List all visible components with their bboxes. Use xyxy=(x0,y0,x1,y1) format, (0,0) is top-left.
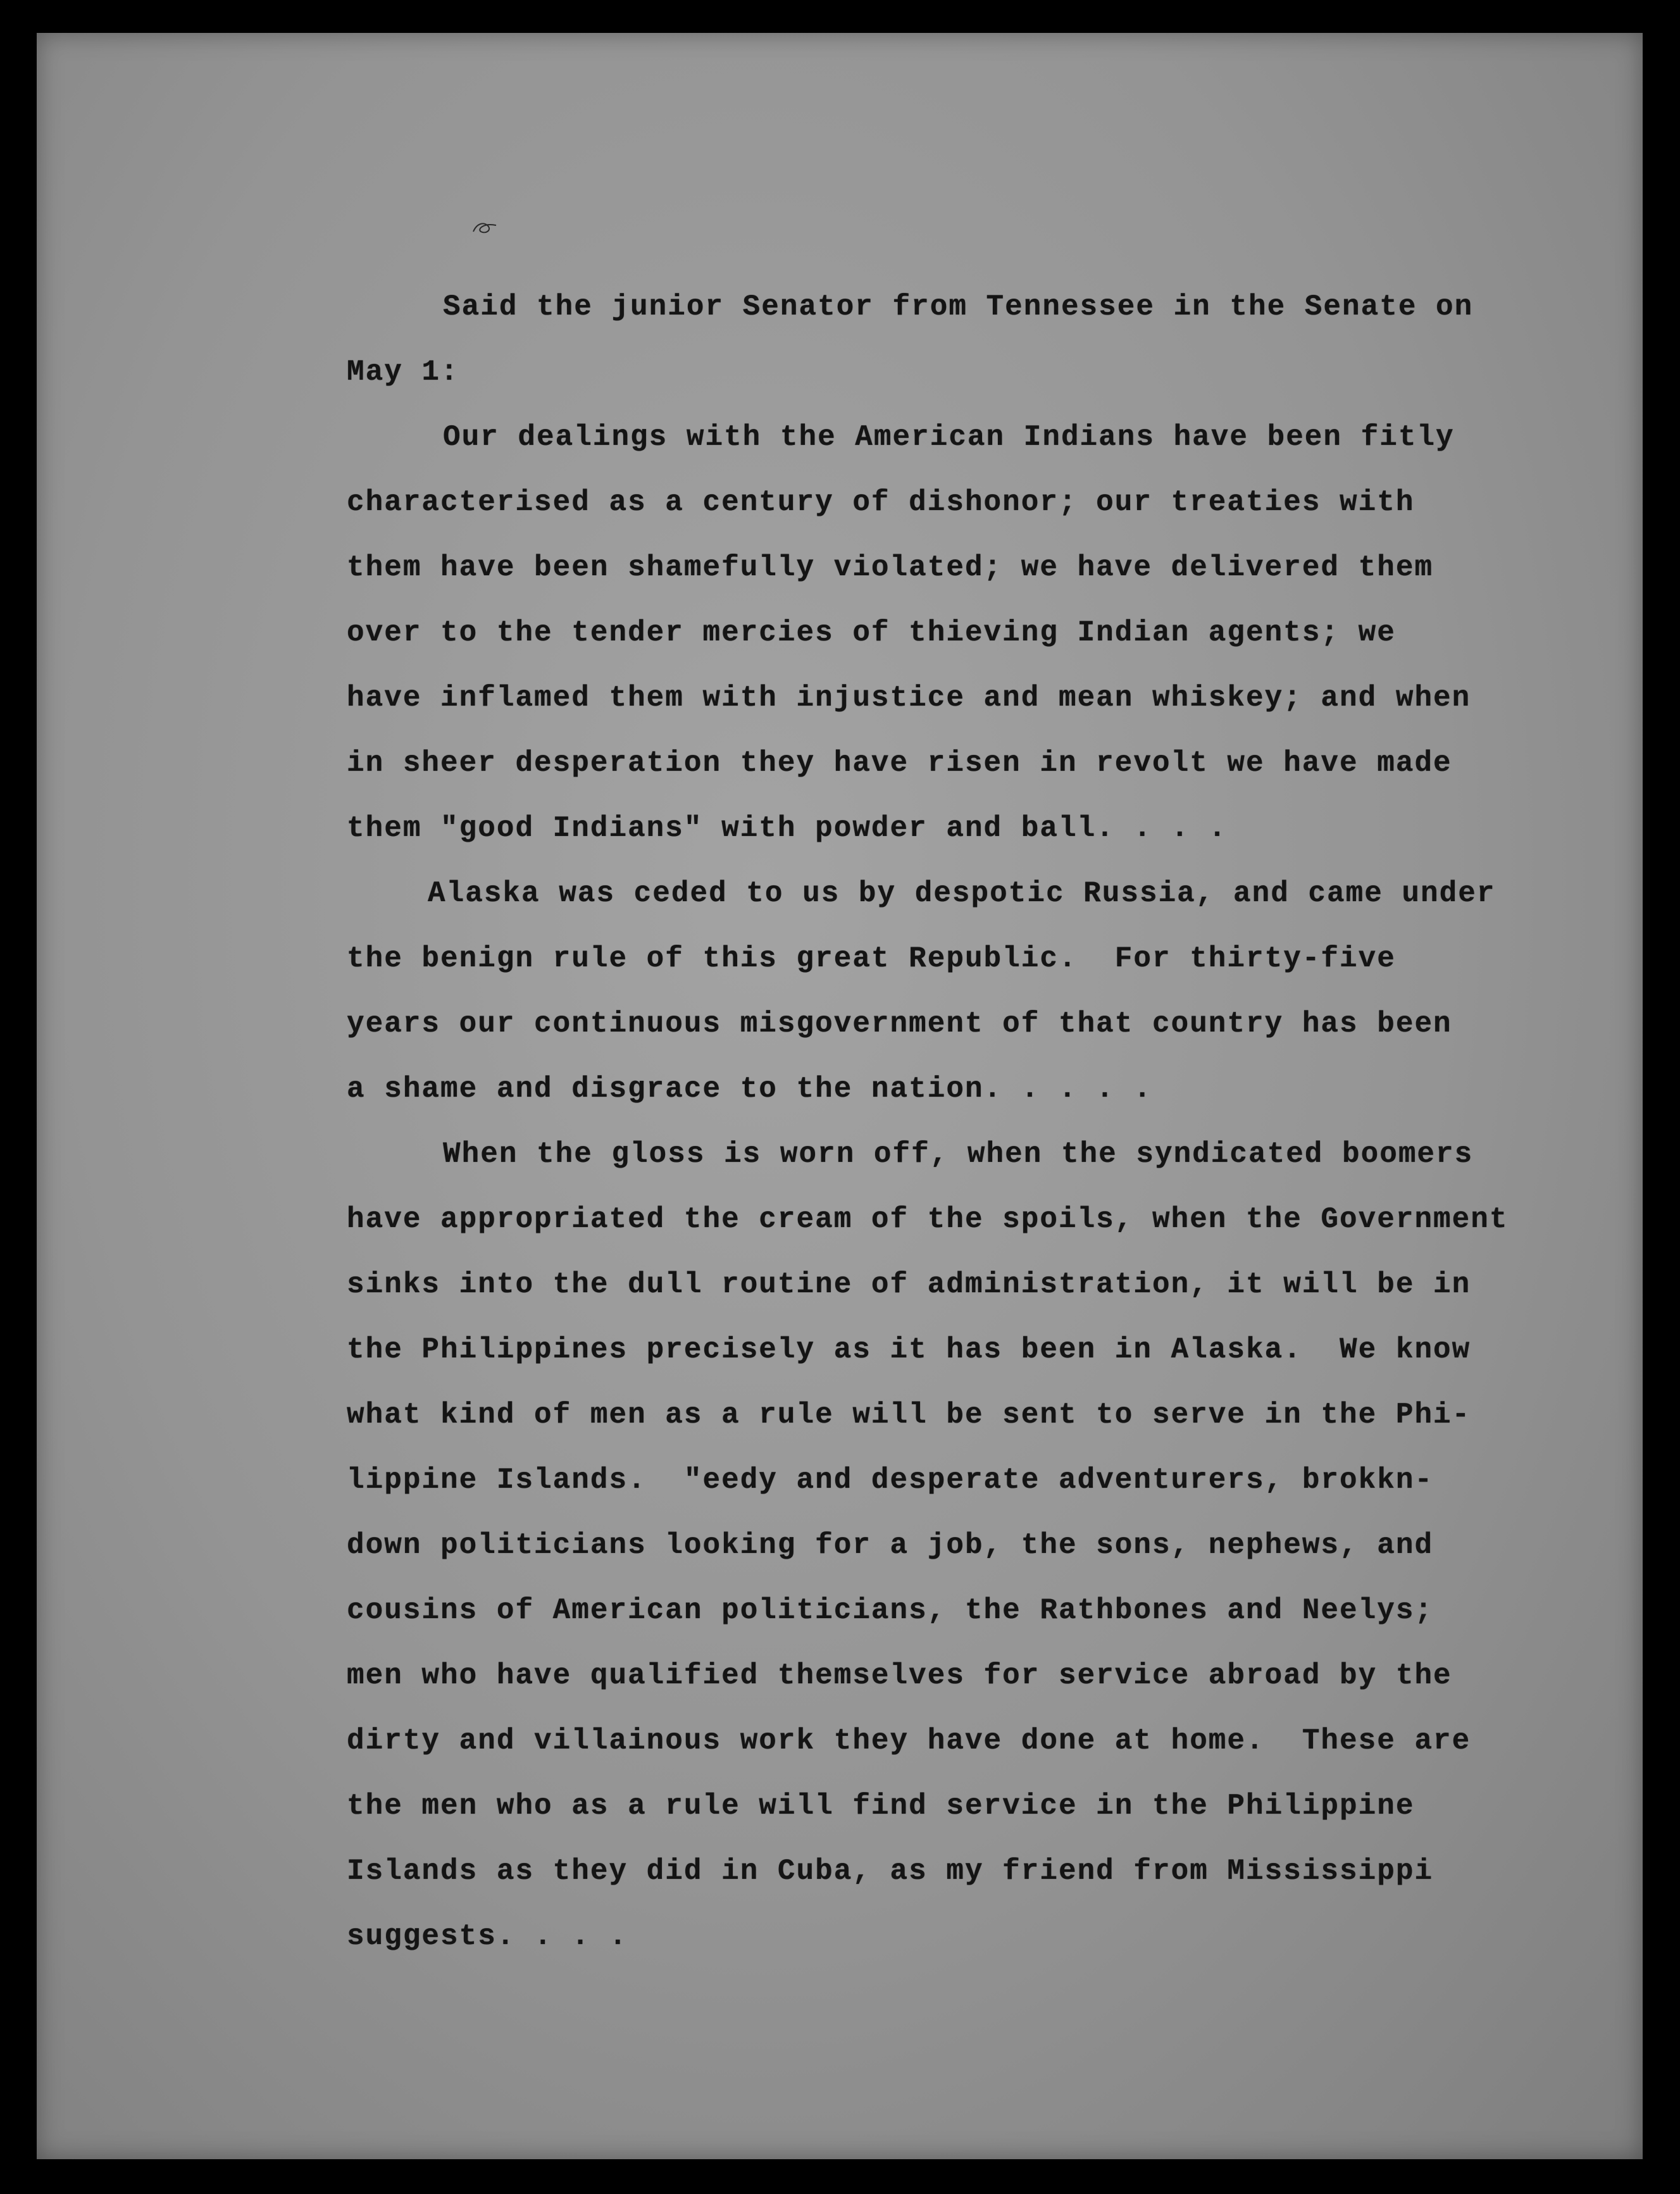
text-line: suggests. . . . xyxy=(347,1920,628,1953)
text-line: sinks into the dull routine of administration, it will be in xyxy=(347,1268,1471,1301)
text-line: Said the junior Senator from Tennessee in the Senate on xyxy=(443,290,1474,323)
text-line: May 1: xyxy=(347,356,459,389)
text-line: men who have qualified themselves for service abroad by the xyxy=(347,1659,1452,1692)
text-line: have inflamed them with injustice and mean whiskey; and when xyxy=(347,682,1471,714)
text-line: what kind of men as a rule will be sent to serve in the Phi- xyxy=(347,1399,1471,1431)
text-line: over to the tender mercies of thieving Indian agents; we xyxy=(347,616,1396,649)
text-line: Our dealings with the American Indians have been fitly xyxy=(443,421,1455,454)
text-line: in sheer desperation they have risen in revolt we have made xyxy=(347,747,1452,780)
pencil-mark-icon xyxy=(471,220,499,235)
text-line: the men who as a rule will find service in the Philippine xyxy=(347,1790,1415,1823)
text-line: the Philippines precisely as it has been in Alaska. We know xyxy=(347,1333,1471,1366)
text-line: down politicians looking for a job, the sons, nephews, and xyxy=(347,1529,1434,1562)
text-line: cousins of American politicians, the Rathbones and Neelys; xyxy=(347,1594,1434,1627)
text-line: lippine Islands. "eedy and desperate adventurers, brokkn- xyxy=(347,1464,1434,1497)
text-line: the benign rule of this great Republic. For thirty-five xyxy=(347,942,1396,975)
text-line: years our continuous misgovernment of that country has been xyxy=(347,1007,1452,1040)
text-line: dirty and villainous work they have done at home. These are xyxy=(347,1724,1471,1757)
text-line: them have been shamefully violated; we have delivered them xyxy=(347,551,1434,584)
text-line: characterised as a century of dishonor; our treaties with xyxy=(347,486,1415,519)
text-line: Alaska was ceded to us by despotic Russia, and came under xyxy=(428,877,1496,910)
text-line: them "good Indians" with powder and ball. . . . xyxy=(347,812,1228,845)
text-line: Islands as they did in Cuba, as my friend from Mississippi xyxy=(347,1855,1434,1888)
text-line: have appropriated the cream of the spoils, when the Government xyxy=(347,1203,1509,1236)
text-line: a shame and disgrace to the nation. . . . . xyxy=(347,1073,1152,1106)
text-line: When the gloss is worn off, when the syndicated boomers xyxy=(443,1138,1474,1171)
